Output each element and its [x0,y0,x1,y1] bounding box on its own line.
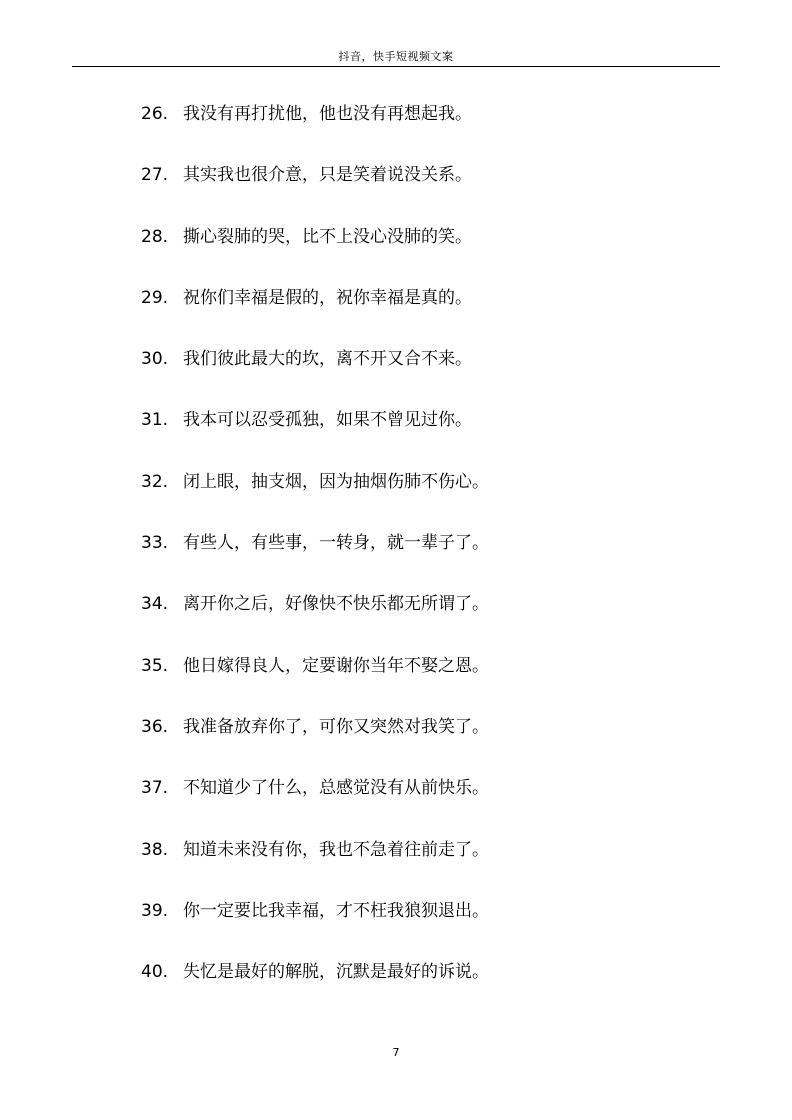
item-number: 33. [141,533,169,554]
item-number: 39. [141,900,169,921]
list-item [141,100,489,161]
item-text: 有些人，有些事，一转身，就一辈子了。 [183,533,489,554]
item-text: 知道未来没有你，我也不急着往前走了。 [183,839,489,860]
item-number: 34. [141,594,169,615]
item-text: 我本可以忍受孤独，如果不曾见过你。 [183,410,472,431]
list-item [141,223,489,284]
item-number: 32. [141,471,169,492]
item-text: 不知道少了什么，总感觉没有从前快乐。 [183,778,489,799]
item-text: 其实我也很介意，只是笑着说没关系。 [183,165,472,186]
item-text: 我没有再打扰他，他也没有再想起我。 [183,104,472,124]
list-item [141,774,489,835]
list-item [141,529,489,590]
page-number: 7 [392,1046,400,1059]
list-item [141,284,489,345]
item-text: 我们彼此最大的坎，离不开又合不来。 [183,349,472,370]
item-text: 失忆是最好的解脱，沉默是最好的诉说。 [183,962,489,983]
list-item [141,345,489,406]
list-item [141,161,489,222]
item-number: 35. [141,655,169,676]
item-number: 37. [141,778,169,799]
list-item [141,836,489,897]
item-number: 28. [141,226,169,247]
item-number: 30. [141,349,169,370]
item-text: 闭上眼，抽支烟，因为抽烟伤肺不伤心。 [183,471,489,492]
item-text: 离开你之后，好像快不快乐都无所谓了。 [183,594,489,615]
item-text: 我准备放弃你了，可你又突然对我笑了。 [183,716,489,737]
list-item [141,713,489,774]
item-number: 40. [141,962,169,983]
quote-list [141,100,489,1019]
item-text: 他日嫁得良人，定要谢你当年不娶之恩。 [183,655,489,676]
header-title: 抖音，快手短视频文案 [338,50,454,63]
list-item [141,468,489,529]
item-number: 36. [141,716,169,737]
list-item [141,590,489,651]
list-item [141,958,489,1019]
item-number: 38. [141,839,169,860]
item-number: 26. [141,104,169,124]
page-header [72,44,720,67]
list-item [141,897,489,958]
item-text: 祝你们幸福是假的，祝你幸福是真的。 [183,287,472,308]
item-number: 31. [141,410,169,431]
item-number: 29. [141,287,169,308]
list-item [141,652,489,713]
item-number: 27. [141,165,169,186]
list-item [141,406,489,467]
item-text: 撕心裂肺的哭，比不上没心没肺的笑。 [183,226,472,247]
item-text: 你一定要比我幸福，才不枉我狼狈退出。 [183,900,489,921]
